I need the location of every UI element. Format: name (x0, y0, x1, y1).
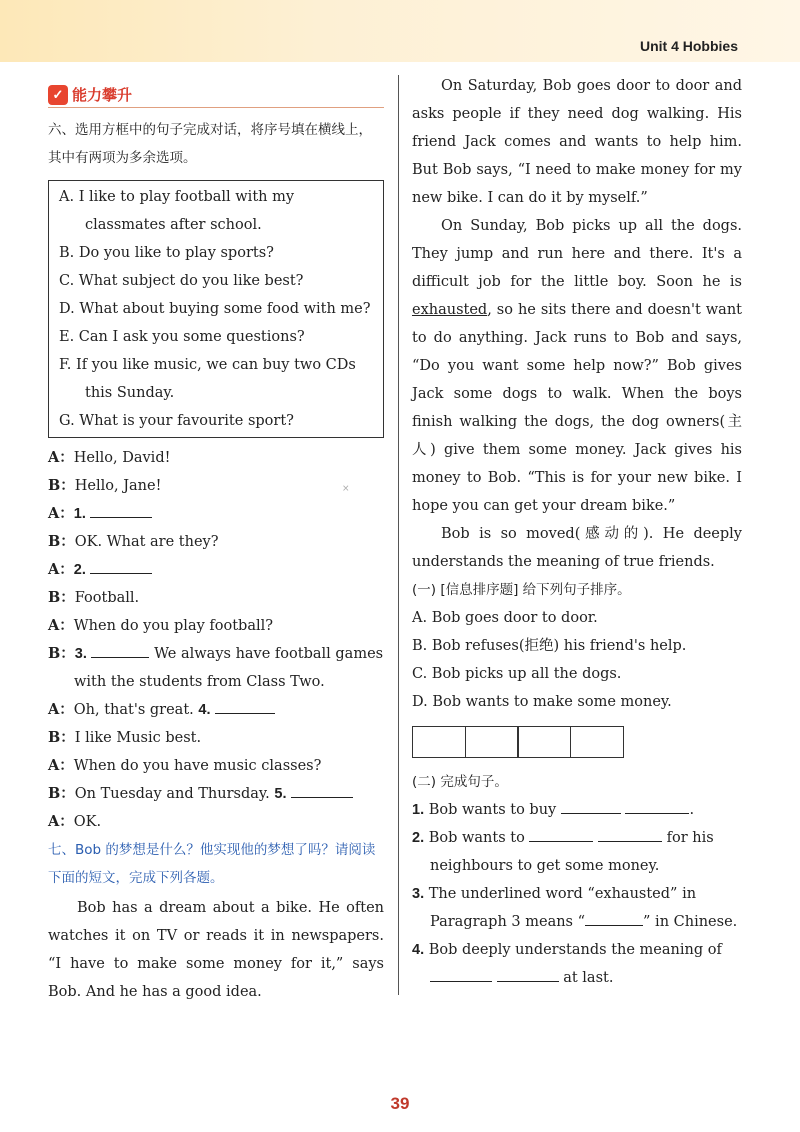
answer-blank-5[interactable] (291, 781, 353, 798)
order-box-4[interactable] (570, 726, 624, 758)
dialogue-line: A：Oh, that's great. 4. (48, 696, 384, 724)
dialogue-line: B：I like Music best. (48, 729, 202, 746)
blank[interactable] (561, 797, 621, 814)
blank[interactable] (625, 797, 689, 814)
dialogue-line: A：OK. (48, 813, 102, 830)
underlined-word: exhausted (412, 302, 488, 318)
order-box-3[interactable] (517, 726, 571, 758)
blank[interactable] (598, 825, 662, 842)
dialogue (48, 444, 384, 836)
q2-title: (二) 完成句子。 (412, 774, 508, 790)
passage-paragraph-3: On Sunday, Bob picks up all the dogs. They jump and run here and there. It's a difficult job for the little boy. Soon he is exhausted, so he sits there and doesn't want to do anything. Jack runs to Bob and says, “Do you want some help now?” Bob gives Jack some dogs to walk. When the boys finish walking the dogs, the dog owners(主人) give them some money. Jack gives his money to Bob. “This is for your new bike. I hope you can get your dream bike.” (412, 218, 742, 514)
trophy-icon: ✓ (48, 85, 68, 105)
blank[interactable] (585, 909, 643, 926)
q2-item-1: 1. Bob wants to buy . (412, 796, 742, 824)
option-g: G. What is your favourite sport? (59, 413, 294, 429)
dialogue-line: A：Hello, David! (48, 449, 171, 466)
options-box (48, 180, 384, 438)
dialogue-line: A：1. (48, 500, 384, 528)
part7-instruction: 七、Bob 的梦想是什么？他实现他的梦想了吗？请阅读下面的短文，完成下列各题。 (48, 842, 376, 886)
order-box-2[interactable] (465, 726, 519, 758)
left-column (48, 80, 384, 1006)
blank[interactable] (497, 965, 559, 982)
answer-grid (412, 726, 742, 758)
dialogue-line: B：On Tuesday and Thursday. 5. (48, 780, 384, 808)
blank[interactable] (430, 965, 492, 982)
q2-item-2: 2. Bob wants to for his neighbours to get some money. (412, 824, 742, 880)
passage-paragraph-4: Bob is so moved(感动的). He deeply understands the meaning of true friends. (412, 526, 742, 570)
q1-item: C. Bob picks up all the dogs. (412, 666, 622, 682)
q1-title: (一) [信息排序题] 给下列句子排序。 (412, 582, 631, 598)
part6-instruction: 六、选用方框中的句子完成对话，将序号填在横线上，其中有两项为多余选项。 (48, 122, 372, 166)
dialogue-line: A：2. (48, 556, 384, 584)
dialogue-line: A：When do you play football? (48, 617, 274, 634)
answer-blank-2[interactable] (90, 557, 152, 574)
blank[interactable] (529, 825, 593, 842)
option-f: F. If you like music, we can buy two CDs this Sunday. (59, 357, 356, 401)
answer-blank-4[interactable] (215, 697, 275, 714)
column-divider (398, 75, 399, 995)
q1-item: B. Bob refuses(拒绝) his friend's help. (412, 638, 687, 654)
answer-blank-3[interactable] (91, 641, 149, 658)
option-d: D. What about buying some food with me? (59, 301, 371, 317)
option-c: C. What subject do you like best? (59, 273, 304, 289)
passage-paragraph-1: Bob has a dream about a bike. He often watches it on TV or reads it in newspapers. “I have to make some money for it,” says Bob. And he has a good idea. (48, 900, 384, 1000)
dialogue-line: B：OK. What are they? (48, 533, 219, 550)
dialogue-line: B：Football. (48, 589, 140, 606)
q1-item: D. Bob wants to make some money. (412, 694, 672, 710)
section-title: 能力攀升 (72, 86, 133, 104)
passage-paragraph-2: On Saturday, Bob goes door to door and asks people if they need dog walking. His friend Jack comes and wants to help him. But Bob says, “I need to make money for my new bike. I can do it by myself.” (412, 78, 742, 206)
q1-item: A. Bob goes door to door. (412, 610, 598, 626)
q2-item-4: 4. Bob deeply understands the meaning of at last. (412, 942, 722, 986)
right-column (412, 72, 742, 992)
dialogue-line: A：When do you have music classes? (48, 757, 322, 774)
page-number: 39 (390, 1094, 410, 1113)
section-header (48, 80, 384, 110)
option-b: B. Do you like to play sports? (59, 245, 274, 261)
order-box-1[interactable] (412, 726, 466, 758)
dialogue-line: B：3. We always have football games with the students from Class Two. (48, 640, 384, 696)
option-e: E. Can I ask you some questions? (59, 329, 305, 345)
dialogue-line: B：Hello, Jane! (48, 477, 162, 494)
answer-blank-1[interactable] (90, 501, 152, 518)
option-a: A. I like to play football with my classmates after school. (59, 189, 295, 233)
q2-item-3: 3. The underlined word “exhausted” in Paragraph 3 means “ ” in Chinese. (412, 886, 738, 930)
unit-title: Unit 4 Hobbies (639, 38, 738, 54)
